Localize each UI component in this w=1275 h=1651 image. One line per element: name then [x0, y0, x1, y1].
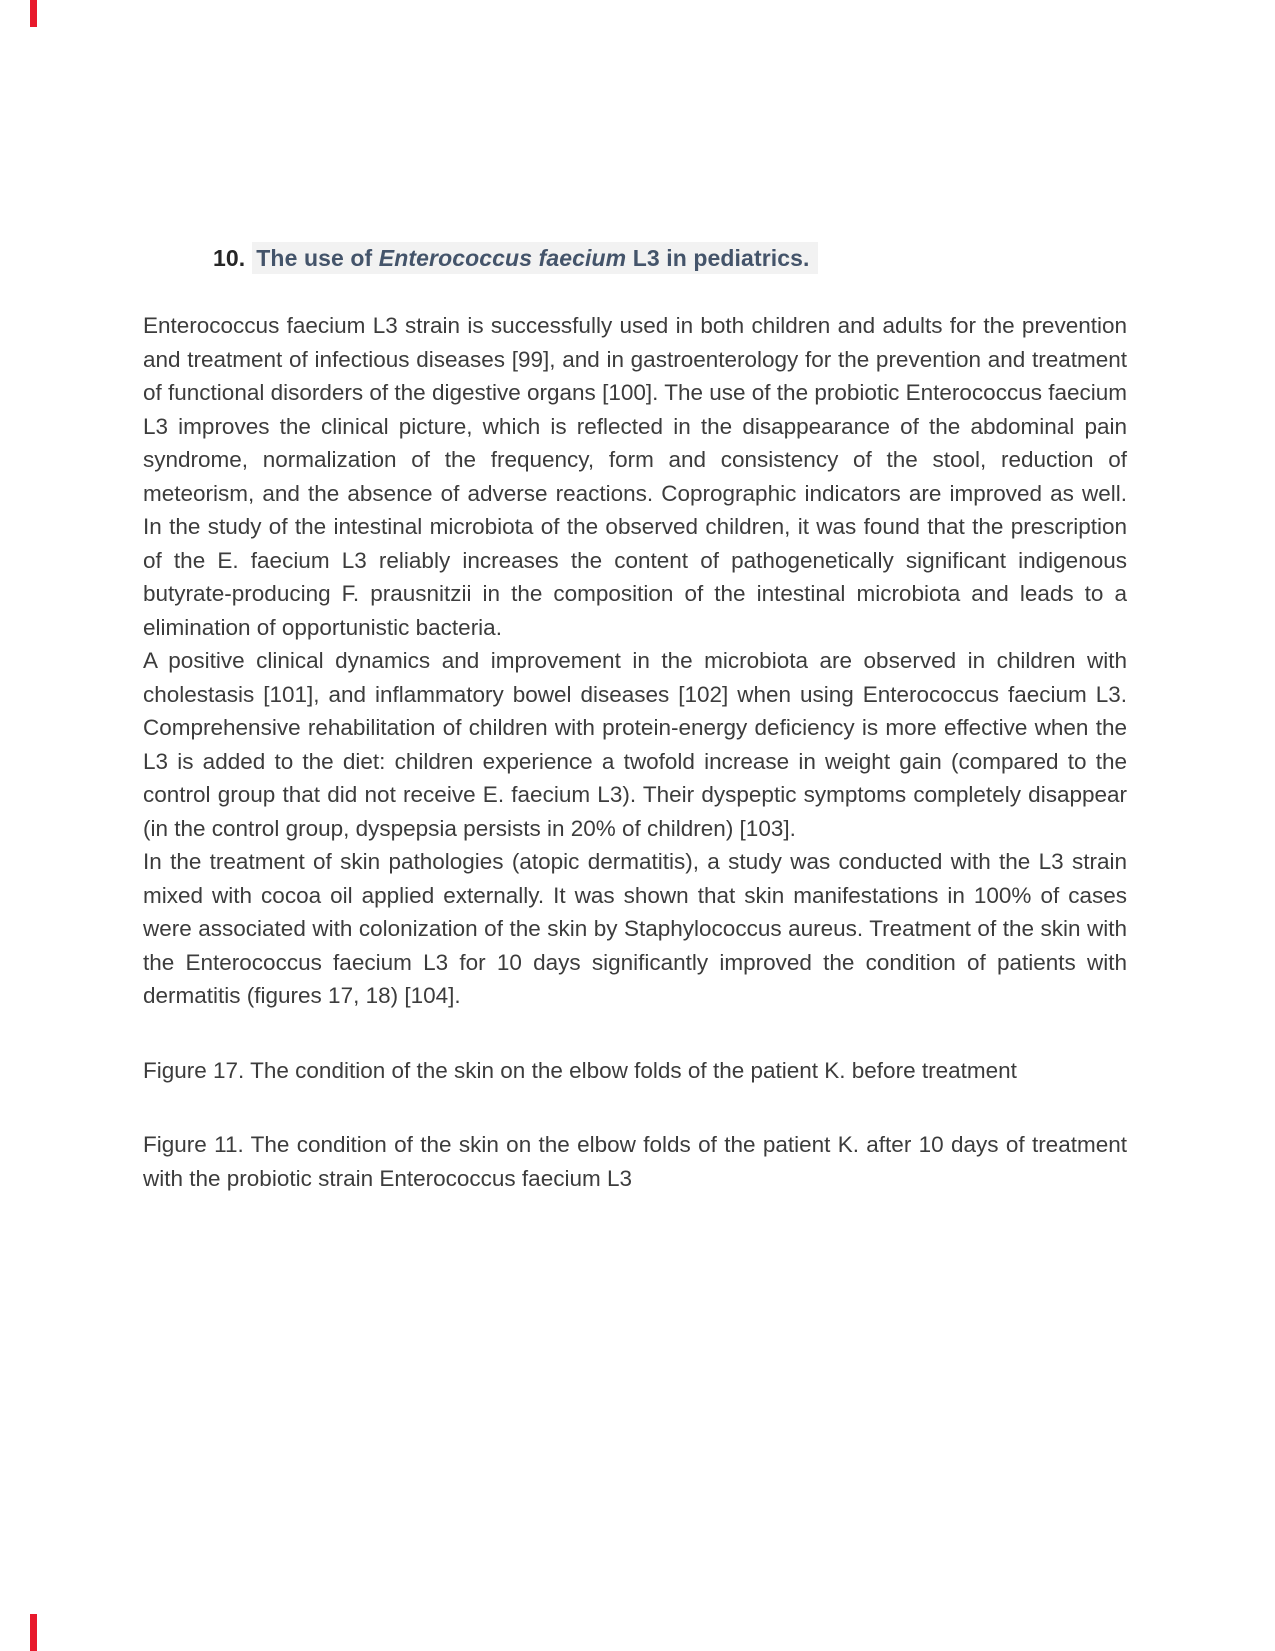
page-edge-marker-top — [30, 0, 37, 27]
heading-text-pre: The use of — [256, 245, 379, 271]
paragraph-clinical-dynamics: A positive clinical dynamics and improvement in the microbiota are observed in children with cholestasis [101], and inflammatory bowel diseases [102] when using Enterococcus faecium L3. Comprehensive rehabilitation of children with protein-energy deficiency is more effective when the L3 is added to the diet: children experience a twofold increase in weight gain (compared to the control group that did not receive E. faecium L3). Their dyspeptic symptoms completely disappear (in the control group, dyspepsia persists in 20% of children) [103]. — [143, 648, 1127, 841]
document-content — [143, 243, 1127, 1195]
figure-17-caption: Figure 17. The condition of the skin on the elbow folds of the patient K. before treatment — [143, 1057, 1017, 1083]
heading-number: 10. — [213, 245, 246, 271]
paragraph-usage-overview: Enterococcus faecium L3 strain is successfully used in both children and adults for the prevention and treatment of infectious diseases [99], and in gastroenterology for the prevention and treatment of functional disorders of the digestive organs [100]. The use of the probiotic Enterococcus faecium L3 improves the clinical picture, which is reflected in the disappearance of the abdominal pain syndrome, normalization of the frequency, form and consistency of the stool, reduction of meteorism, and the absence of adverse reactions. Coprographic indicators are improved as well. In the study of the intestinal microbiota of the observed children, it was found that the prescription of the E. faecium L3 reliably increases the content of pathogenetically significant indigenous butyrate-producing F. prausnitzii in the composition of the intestinal microbiota and leads to a elimination of opportunistic bacteria. — [143, 313, 1127, 640]
heading-highlight — [252, 242, 817, 274]
paragraph-skin-pathologies: In the treatment of skin pathologies (atopic dermatitis), a study was conducted with the L3 strain mixed with cocoa oil applied externally. It was shown that skin manifestations in 100% of cases were associated with colonization of the skin by Staphylococcus aureus. Treatment of the skin with the Enterococcus faecium L3 for 10 days significantly improved the condition of patients with dermatitis (figures 17, 18) [104]. — [143, 849, 1127, 1008]
figure-11-caption: Figure 11. The condition of the skin on the elbow folds of the patient K. after 10 days of treatment with the probiotic strain Enterococcus faecium L3 — [143, 1132, 1127, 1191]
section-heading — [213, 243, 1127, 273]
heading-text-post: L3 in pediatrics. — [626, 245, 810, 271]
heading-species-italic: Enterococcus faecium — [378, 245, 627, 271]
page-edge-marker-bottom — [30, 1614, 37, 1651]
